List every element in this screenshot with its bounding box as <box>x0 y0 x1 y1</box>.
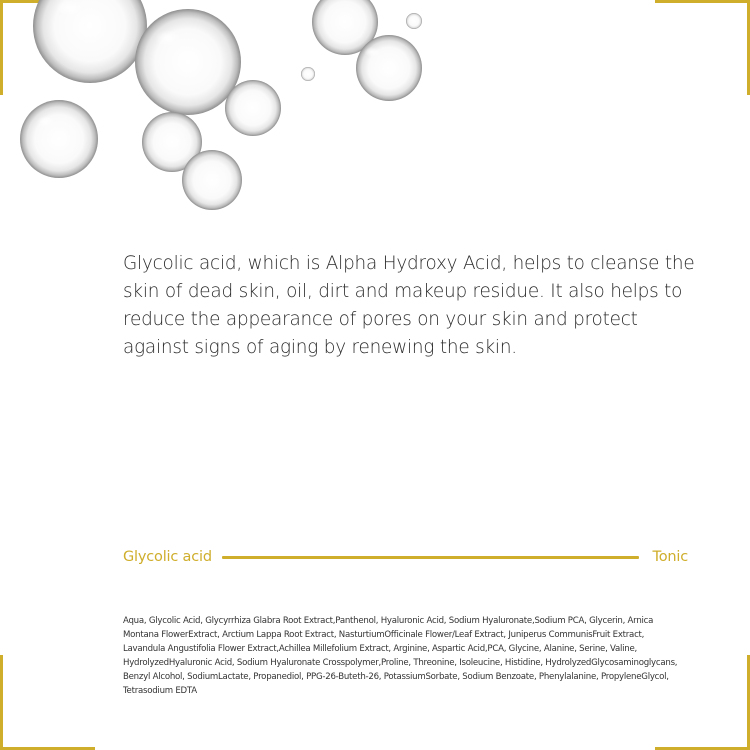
corner-bracket-top-right <box>655 0 750 95</box>
bubble-group <box>20 0 422 210</box>
bubble <box>20 100 98 178</box>
bubble <box>406 13 422 29</box>
bubble <box>301 67 315 81</box>
bubble <box>356 35 422 101</box>
bubble <box>182 150 242 210</box>
bubble <box>135 9 241 115</box>
bubble <box>33 0 147 83</box>
ingredients-list: Aqua, Glycolic Acid, Glycyrrhiza Glabra Root Extract,Panthenol, Hyaluronic Acid, Sodium Hyaluronate,Sodium PCA, Glycerin, Arnica Montana FlowerExtract, Arctium Lappa Root Extract, NasturtiumOfficinale Flower/Leaf Extract, Juniperus CommunisFruit Extract, Lavandula Angustifolia Flower Extract,Achillea Millefolium Extract, Arginine, Aspartic Acid,PCA, Glycine, Alanine, Serine, Valine, HydrolyzedHyaluronic Acid, Sodium Hyaluronate Crosspolymer,Proline, Threonine, Isoleucine, Histidine, HydrolyzedGlycosaminoglycans, Benzyl Alcohol, SodiumLactate, Propanediol, PPG-26-Buteth-26, PotassiumSorbate, Sodium Benzoate, Phenylalanine, PropyleneGlycol, Tetrasodium EDTA <box>123 616 678 696</box>
bubble <box>225 80 281 136</box>
label-row <box>123 546 688 568</box>
corner-bracket-bottom-left <box>0 655 95 750</box>
label-tonic: Tonic <box>652 549 688 565</box>
label-glycolic-acid: Glycolic acid <box>123 549 212 565</box>
water-bubbles-image <box>0 0 460 230</box>
divider-line <box>222 556 639 559</box>
product-description: Glycolic acid, which is Alpha Hydroxy Acid, helps to cleanse the skin of dead skin, oil, dirt and makeup residue. It also helps to reduce the appearance of pores on your skin and protect against signs of aging by renewing the skin. <box>123 253 695 358</box>
